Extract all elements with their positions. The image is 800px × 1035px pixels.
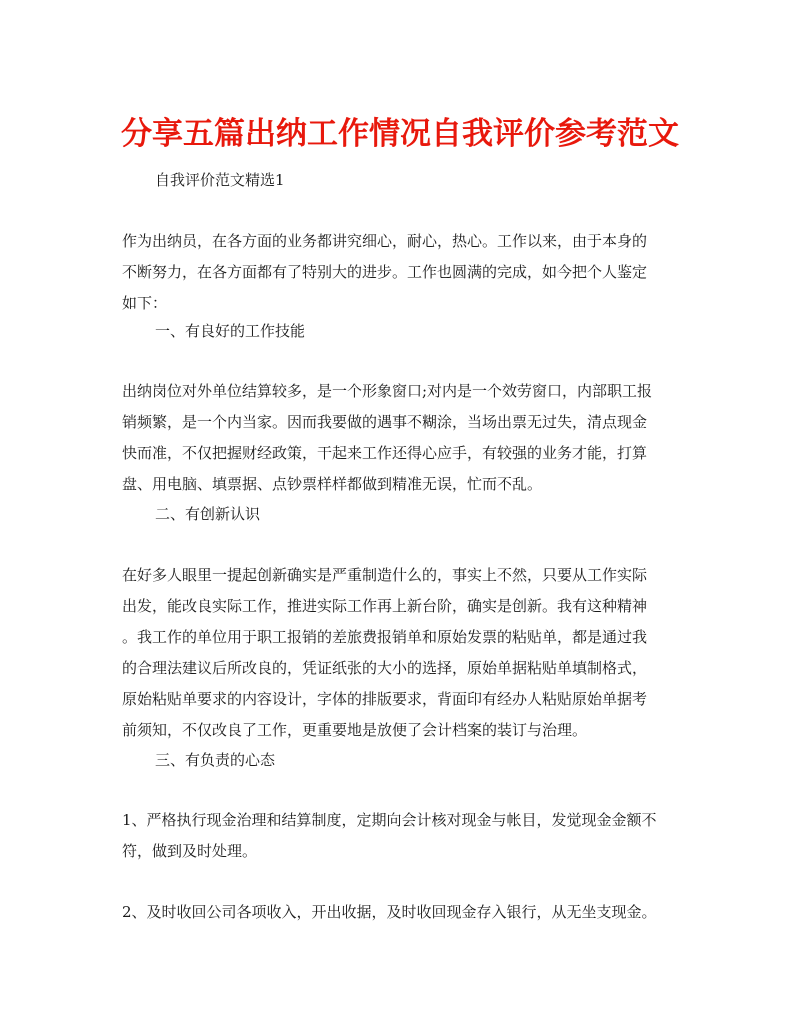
- section2-line: 前须知，不仅改良了工作，更重要地是放便了会计档案的装订与治理。: [122, 721, 588, 739]
- document-title: 分享五篇出纳工作情况自我评价参考范文: [121, 116, 679, 152]
- section2-line: 。我工作的单位用于职工报销的差旅费报销单和原始发票的粘贴单，都是通过我: [122, 628, 648, 646]
- section1-line: 快而准，不仅把握财经政策，干起来工作还得心应手，有较强的业务才能，打算: [122, 444, 648, 462]
- section3-heading: 三、有负责的心态: [155, 751, 276, 769]
- section2-line: 出发，能改良实际工作，推进实际工作再上新台阶，确实是创新。我有这种精神: [122, 597, 648, 615]
- item1-line: 1、严格执行现金治理和结算制度，定期向会计核对现金与帐目，发觉现金金额不: [122, 811, 657, 829]
- section1-line: 出纳岗位对外单位结算较多，是一个形象窗口;对内是一个效劳窗口，内部职工报: [122, 382, 653, 400]
- item2-paragraph: [122, 897, 682, 928]
- item2-line: 2、及时收回公司各项收入，开出收据，及时收回现金存入银行，从无坐支现金。: [122, 903, 657, 921]
- document-subtitle: 自我评价范文精选1: [155, 171, 285, 189]
- item1-line: 符，做到及时处理。: [122, 842, 258, 860]
- section2-line: 原始粘贴单要求的内容设计，字体的排版要求，背面印有经办人粘贴原始单据考: [122, 690, 648, 708]
- section1-heading: 一、有良好的工作技能: [155, 322, 306, 340]
- intro-paragraph: [122, 226, 682, 319]
- intro-line: 如下：: [122, 294, 168, 312]
- section2-heading: 二、有创新认识: [155, 505, 261, 523]
- section1-line: 盘、用电脑、填票据、点钞票样样都做到精准无误，忙而不乱。: [122, 475, 543, 493]
- section1-paragraph: [122, 376, 682, 500]
- intro-line: 不断努力，在各方面都有了特别大的进步。工作也圆满的完成，如今把个人鉴定: [122, 263, 648, 281]
- item1-paragraph: [122, 805, 682, 867]
- section2-line: 的合理法建议后所改良的，凭证纸张的大小的选择，原始单据粘贴单填制格式，: [122, 659, 648, 677]
- section2-line: 在好多人眼里一提起创新确实是严重制造什么的，事实上不然，只要从工作实际: [122, 566, 648, 584]
- intro-line: 作为出纳员，在各方面的业务都讲究细心，耐心，热心。工作以来，由于本身的: [122, 232, 648, 250]
- section1-line: 销频繁，是一个内当家。因而我要做的遇事不糊涂，当场出票无过失，清点现金: [122, 413, 648, 431]
- section2-paragraph: [122, 560, 682, 746]
